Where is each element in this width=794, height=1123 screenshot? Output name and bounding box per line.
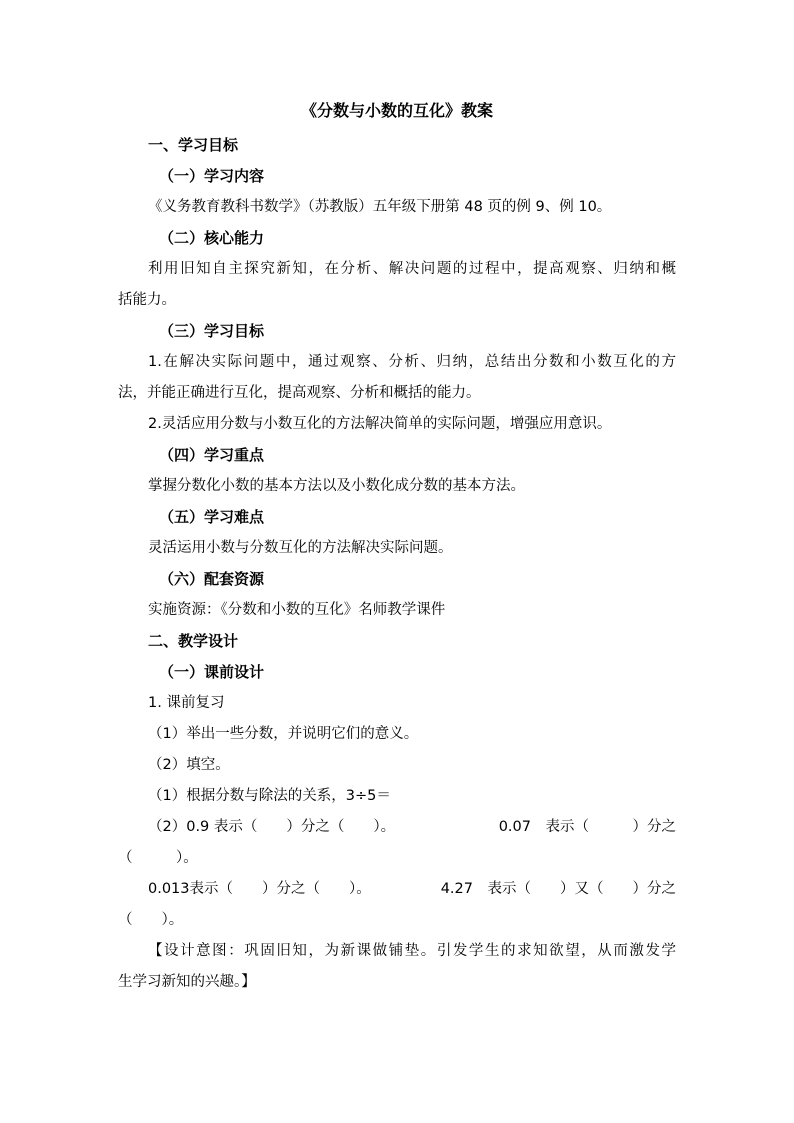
question-1: （1）举出一些分数，并说明它们的意义。: [148, 726, 419, 742]
question-2-part-3-line2: （ ）。: [118, 912, 184, 928]
fill-blank-4-27: 4.27 表示（ ）又（ ）分之: [440, 881, 676, 897]
resources-text: 实施资源：《分数和小数的互化》名师教学课件: [148, 602, 446, 618]
design-intent-line1: 【设计意图：巩固旧知，为新课做铺垫。引发学生的求知欲望，从而激发学: [148, 943, 676, 959]
question-2-part-2-line1: [118, 812, 676, 843]
section-1-heading: 一、学习目标: [148, 136, 239, 154]
subsection-goals-heading: （三）学习目标: [159, 322, 265, 340]
subsection-pre-class-heading: （一）课前设计: [159, 663, 265, 681]
keypoint-text: 掌握分数化小数的基本方法以及小数化成分数的基本方法。: [148, 478, 525, 494]
content-text: 《义务教育教科书数学》（苏教版）五年级下册第 48 页的例 9、例 10。: [148, 199, 612, 215]
question-2-part-1: （1）根据分数与除法的关系，3÷5＝: [148, 788, 391, 804]
fill-blank-0-9: （2）0.9 表示（ ）分之（ ）。: [148, 819, 396, 835]
review-title: 1. 课前复习: [148, 695, 225, 711]
goal-2: 2.灵活应用分数与小数互化的方法解决简单的实际问题，增强应用意识。: [148, 416, 612, 432]
design-intent-line2: 生学习新知的兴趣。】: [118, 974, 256, 990]
subsection-keypoint-heading: （四）学习重点: [159, 446, 265, 464]
ability-text-line2: 括能力。: [118, 292, 176, 308]
question-2-part-2-line2: （ ）。: [118, 850, 198, 866]
subsection-content-heading: （一）学习内容: [159, 167, 265, 185]
document-title: 《分数与小数的互化》教案: [300, 101, 493, 120]
subsection-ability-heading: （二）核心能力: [159, 229, 265, 247]
question-2: （2）填空。: [148, 757, 230, 773]
subsection-difficulty-heading: （五）学习难点: [159, 508, 265, 526]
goal-1-line1: 1.在解决实际问题中，通过观察、分析、归纳，总结出分数和小数互化的方: [148, 354, 676, 370]
document-body: [118, 130, 676, 998]
difficulty-text: 灵活运用小数与分数互化的方法解决实际问题。: [148, 540, 453, 556]
goal-1-line2: 法，并能正确进行互化，提高观察、分析和概括的能力。: [118, 385, 481, 401]
question-2-part-3-line1: [118, 874, 676, 905]
fill-blank-0-013: 0.013表示（ ）分之（ ）。: [148, 881, 371, 897]
fill-blank-0-07: 0.07 表示（ ）分之: [498, 819, 676, 835]
ability-text-line1: 利用旧知自主探究新知，在分析、解决问题的过程中，提高观察、归纳和概: [148, 261, 676, 277]
subsection-resources-heading: （六）配套资源: [159, 570, 265, 588]
section-2-heading: 二、教学设计: [148, 632, 239, 650]
